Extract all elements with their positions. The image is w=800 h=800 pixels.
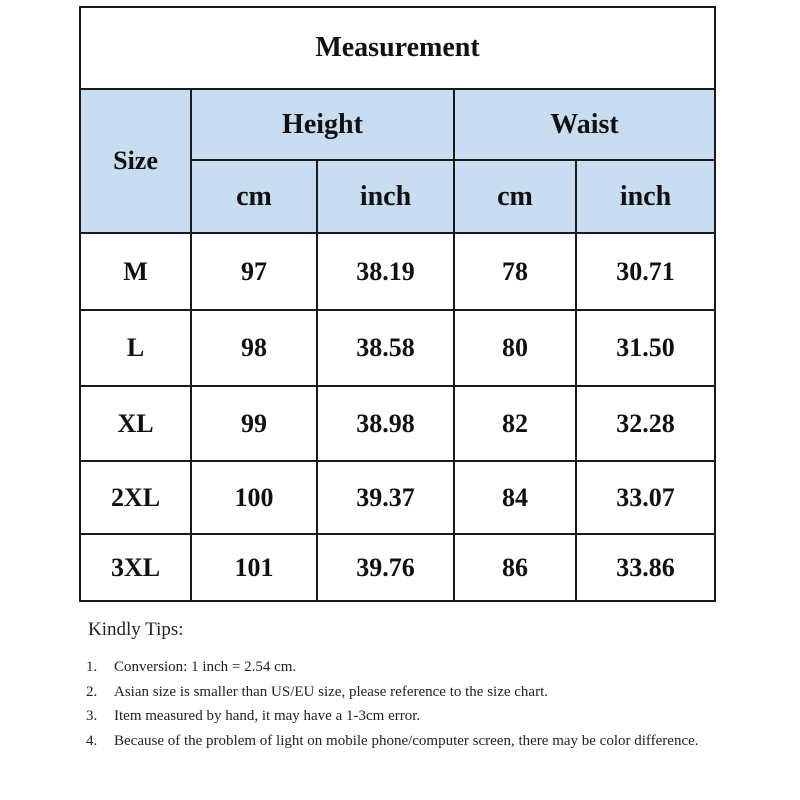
size-cell: 2XL bbox=[80, 461, 191, 534]
height-cm-cell: 97 bbox=[191, 233, 317, 310]
size-header: Size bbox=[80, 89, 191, 233]
waist-cm-cell: 84 bbox=[454, 461, 576, 534]
height-cm-cell: 98 bbox=[191, 310, 317, 386]
table-row bbox=[80, 386, 715, 461]
size-cell: L bbox=[80, 310, 191, 386]
list-item-number: 2. bbox=[86, 683, 98, 700]
size-cell: XL bbox=[80, 386, 191, 461]
list-item-text: Because of the problem of light on mobile phone/computer screen, there may be color difference. bbox=[114, 732, 699, 749]
list-item bbox=[86, 655, 746, 680]
table-row bbox=[80, 534, 715, 601]
height-cm-header: cm bbox=[191, 160, 317, 233]
height-inch-cell: 39.37 bbox=[317, 461, 454, 534]
waist-header: Waist bbox=[454, 89, 715, 160]
table-title: Measurement bbox=[80, 7, 715, 89]
waist-inch-cell: 33.86 bbox=[576, 534, 715, 601]
size-cell: M bbox=[80, 233, 191, 310]
waist-cm-cell: 78 bbox=[454, 233, 576, 310]
list-item bbox=[86, 704, 746, 729]
height-inch-cell: 38.19 bbox=[317, 233, 454, 310]
waist-cm-cell: 80 bbox=[454, 310, 576, 386]
height-inch-cell: 39.76 bbox=[317, 534, 454, 601]
list-item-text: Item measured by hand, it may have a 1-3cm error. bbox=[114, 708, 421, 724]
waist-cm-header: cm bbox=[454, 160, 576, 233]
size-cell: 3XL bbox=[80, 534, 191, 601]
height-cm-cell: 99 bbox=[191, 386, 317, 461]
table-row bbox=[80, 461, 715, 534]
waist-inch-cell: 33.07 bbox=[576, 461, 715, 534]
height-cm-cell: 101 bbox=[191, 534, 317, 601]
tips-heading: Kindly Tips: bbox=[88, 619, 184, 640]
kindly-tips-section bbox=[86, 619, 746, 753]
height-header: Height bbox=[191, 89, 454, 160]
list-item bbox=[86, 729, 746, 754]
waist-cm-cell: 86 bbox=[454, 534, 576, 601]
list-item-number: 4. bbox=[86, 732, 98, 749]
header-row-groups bbox=[80, 89, 715, 160]
waist-inch-cell: 31.50 bbox=[576, 310, 715, 386]
size-chart-table bbox=[79, 6, 716, 602]
waist-inch-cell: 30.71 bbox=[576, 233, 715, 310]
list-item-number: 3. bbox=[86, 708, 98, 724]
height-inch-cell: 38.58 bbox=[317, 310, 454, 386]
list-item-text: Conversion: 1 inch = 2.54 cm. bbox=[114, 659, 297, 675]
height-inch-header: inch bbox=[317, 160, 454, 233]
waist-inch-cell: 32.28 bbox=[576, 386, 715, 461]
waist-cm-cell: 82 bbox=[454, 386, 576, 461]
waist-inch-header: inch bbox=[576, 160, 715, 233]
table-row bbox=[80, 310, 715, 386]
height-cm-cell: 100 bbox=[191, 461, 317, 534]
list-item-text: Asian size is smaller than US/EU size, please reference to the size chart. bbox=[114, 683, 548, 700]
list-item bbox=[86, 680, 746, 705]
height-inch-cell: 38.98 bbox=[317, 386, 454, 461]
table-row bbox=[80, 233, 715, 310]
tips-list bbox=[86, 655, 746, 753]
list-item-number: 1. bbox=[86, 659, 98, 675]
title-row bbox=[80, 7, 715, 89]
